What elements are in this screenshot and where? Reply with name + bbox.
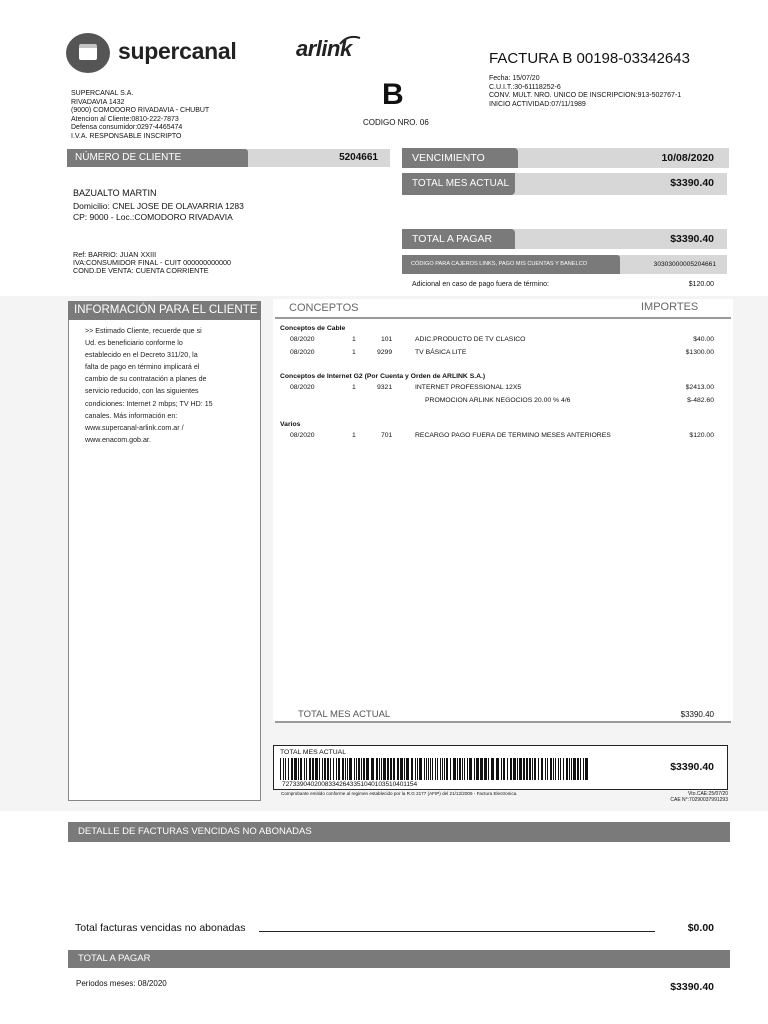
barcode-bar [437,758,438,780]
barcode-bar [404,758,405,780]
barcode-bar [464,758,465,780]
barcode-bar [580,758,581,780]
vencidas-header [68,822,730,842]
footer-total-pagar-label: TOTAL A PAGAR [78,953,151,964]
total-mes-label-text: TOTAL MES ACTUAL [412,178,510,189]
barcode-bar [569,758,570,780]
barcode-bar [563,758,564,780]
info-cliente-line: canales. Más información en: [85,411,178,420]
barcode-bar [571,758,572,780]
concept-group-title: Varios [280,421,301,428]
barcode-bar [288,758,289,780]
info-cliente-line: establecido en el Decreto 311/20, la [85,351,198,360]
adicional-label: Adicional en caso de pago fuera de término: [412,281,549,288]
conceptos-panel [273,299,733,721]
barcode-bar [547,758,548,780]
barcode-bar [426,758,427,780]
row-period: 08/2020 [290,336,315,343]
row-code: 9299 [377,349,393,356]
barcode-bar [371,758,374,780]
barcode-bar [383,758,386,780]
row-period: 08/2020 [290,384,315,391]
barcode-bar [363,758,365,780]
barcode-bar [566,758,568,780]
arlink-logo-text: arlink [296,36,352,61]
company-info [71,90,331,142]
barcode-bar [309,758,311,780]
invoice-title: FACTURA B 00198-03342643 [489,50,690,67]
table-row [0,432,768,441]
row-desc: TV BÁSICA LITE [415,349,467,356]
info-cliente-line: cambio de su contratación a planes de [85,375,207,384]
codigo-nro: CODIGO NRO. 06 [363,118,429,127]
barcode-bar [415,758,416,780]
barcode-number: 7273390402008334264335104010351040115​4 [282,781,418,788]
row-period: 08/2020 [290,349,315,356]
barcode-bar [417,758,418,780]
company-line: Defensa consumidor:0297-4465474 [71,124,183,132]
barcode-bar [419,758,422,780]
info-cliente-line: falta de pago en término implicará el [85,363,200,372]
concept-group-title: Conceptos de Internet G2 (Por Cuenta y Orden de ARLINK S.A.) [280,373,486,380]
barcode-bar [534,758,536,780]
client-ref-line: COND.DE VENTA: CUENTA CORRIENTE [73,266,209,276]
client-address [73,201,244,223]
barcode-total-value: $3390.40 [670,761,714,773]
barcode-bar [376,758,378,780]
table-row [0,349,768,358]
barcode-bar [480,758,483,780]
invoice-type-letter: B [382,78,404,111]
periodos-meses: Periodos meses: 08/2020 [76,979,167,988]
info-cliente-line: www.enacom.gob.ar. [85,435,151,444]
barcode-bar [397,758,399,780]
row-amount: $40.00 [693,336,714,343]
barcode-bar [432,758,433,780]
barcode-graphic [280,758,588,780]
total-mes-label [402,173,515,195]
conceptos-header: CONCEPTOS [289,302,359,314]
barcode-bar [324,758,326,780]
barcode-bar [319,758,320,780]
barcode-bar [507,758,508,780]
barcode-bar [428,758,429,780]
barcode [280,758,588,780]
barcode-bar [424,758,425,780]
barcode-bar [298,758,299,780]
barcode-bar [491,758,494,780]
conceptos-header-line [275,317,731,319]
barcode-bar [304,758,305,780]
barcode-bar [400,758,403,780]
vencidas-header-text: DETALLE DE FACTURAS VENCIDAS NO ABONADAS [78,826,312,837]
table-row [0,384,768,393]
barcode-bar [467,758,468,780]
invoice-info-line: INICIO ACTIVIDAD:07/11/1989 [489,100,586,108]
barcode-bar [503,758,505,780]
barcode-bar [583,758,584,780]
barcode-bar [517,758,518,780]
barcode-bar [513,758,516,780]
barcode-bar [541,758,543,780]
row-code: 101 [381,336,393,343]
barcode-bar [294,758,297,780]
barcode-bar [519,758,522,780]
barcode-bar [390,758,392,780]
info-cliente-line: Ud. es beneficiario conforme lo [85,339,183,348]
row-qty: 1 [352,432,356,439]
conceptos-total-line [275,721,731,723]
barcode-bar [366,758,369,780]
barcode-bar [280,758,281,780]
total-pagar-label-text: TOTAL A PAGAR [412,233,493,245]
barcode-bar [342,758,344,780]
vencidas-total-line [259,931,655,932]
codigo-cajeros-value: 30303000005204661 [653,261,716,268]
footer-total-pagar-bar [68,950,730,968]
client-address-line: Domicilio: CNEL JOSE DE OLAVARRIA 1283 [73,201,244,211]
barcode-bar [406,758,409,780]
row-amount: $1300.00 [685,349,714,356]
barcode-bar [440,758,441,780]
importes-header: IMPORTES [641,301,699,313]
barcode-bar [442,758,443,780]
row-qty: 1 [352,349,356,356]
barcode-bar [457,758,458,780]
barcode-bar [538,758,539,780]
info-cliente-line: www.supercanal-arlink.com.ar / [85,423,184,432]
barcode-bar [550,758,552,780]
vto-cae: Vto.CAE:25/07/20 [687,791,728,797]
barcode-bar [446,758,448,780]
info-cliente-line: >> Estimado Cliente, recuerde que si [85,327,202,335]
barcode-bar [387,758,389,780]
row-qty: 1 [352,384,356,391]
client-name: BAZUALTO MARTIN [73,188,157,198]
barcode-bar [532,758,533,780]
supercanal-logo [66,33,256,75]
supercanal-logo-icon [66,33,110,73]
company-line: (9000) COMODORO RIVADAVIA - CHUBUT [71,107,210,115]
total-pagar-value: $3390.40 [670,233,714,245]
barcode-bar [469,758,472,780]
total-pagar-label [402,229,515,249]
barcode-bar [523,758,525,780]
barcode-bar [354,758,355,780]
client-number-label-text: NÚMERO DE CLIENTE [75,152,182,163]
barcode-bar [336,758,337,780]
info-cliente-line: servicio reducido, con las siguientes [85,387,199,396]
invoice-info-line: CONV. MULT. NRO. UNICO DE INSCRIPCION:913-502767-1 [489,92,682,100]
invoice-info-line: Fecha: 15/07/20 [489,75,540,82]
vencimiento-label [402,148,518,168]
client-ref-line: IVA:CONSUMIDOR FINAL - CUIT 000000000000 [73,258,232,268]
barcode-bar [553,758,554,780]
barcode-bar [462,758,463,780]
conceptos-total-label: TOTAL MES ACTUAL [298,709,391,720]
barcode-bar [356,758,357,780]
barcode-bar [349,758,352,780]
barcode-bar [496,758,499,780]
vencidas-total-value: $0.00 [687,922,714,934]
barcode-bar [459,758,461,780]
arlink-swoosh-icon [338,34,362,46]
barcode-bar [573,758,576,780]
barcode-bar [327,758,329,780]
barcode-bar [529,758,531,780]
arlink-logo [296,36,376,66]
row-period: 08/2020 [290,432,315,439]
adicional-value: $120.00 [688,281,714,288]
barcode-bar [330,758,331,780]
info-cliente-header-text: INFORMACIÓN PARA EL CLIENTE [74,304,258,316]
barcode-bar [322,758,323,780]
barcode-legal: Comprobante emitido conforme al regimen establecido por la R.G 2177 (AFIP) del 21/12/2006 - Factura Electronica. [281,791,518,796]
barcode-bar [381,758,382,780]
company-line: SUPERCANAL S.A. [71,90,134,97]
codigo-cajeros-label [402,255,620,274]
invoice-info-line: C.U.I.T.:30-61118252-6 [489,83,561,91]
barcode-bar [510,758,512,780]
barcode-bar [312,758,314,780]
row-amount: $2413.00 [685,384,714,391]
company-line: I.V.A. RESPONSABLE INSCRIPTO [71,132,182,140]
barcode-bar [577,758,579,780]
barcode-bar [411,758,413,780]
info-cliente-header [68,301,261,320]
barcode-bar [488,758,489,780]
row-code: 701 [381,432,393,439]
info-cliente-line: condiciones: Internet 2 mbps; TV HD: 15 [85,399,213,408]
barcode-bar [338,758,340,780]
footer-total-value: $3390.40 [670,981,714,993]
barcode-bar [291,758,293,780]
table-row [0,397,768,406]
barcode-total-label: TOTAL MES ACTUAL [280,749,346,756]
concept-group-title: Conceptos de Cable [280,325,346,332]
barcode-bar [333,758,334,780]
row-desc: RECARGO PAGO FUERA DE TERMINO MESES ANTERIORES [415,432,611,439]
barcode-bar [585,758,588,780]
cae-number: CAE N°:70290037991293 [670,797,728,803]
barcode-bar [300,758,302,780]
client-ref-line: Ref: BARRIO: JUAN XXIII [73,250,157,259]
barcode-bar [444,758,445,780]
row-desc: PROMOCION ARLINK NEGOCIOS 20.00 % 4/6 [425,397,571,404]
codigo-cajeros-label-text: CÓDIGO PARA CAJEROS LINKS, PAGO MIS CUENTAS Y BANELCO [411,261,588,267]
vencidas-total-label: Total facturas vencidas no abonadas [75,922,246,934]
barcode-bar [474,758,475,780]
row-amount: $120.00 [689,432,714,439]
row-desc: ADIC.PRODUCTO DE TV CLASICO [415,336,526,343]
vencimiento-label-text: VENCIMIENTO [412,152,485,164]
company-line: Atencion al Cliente:0810-222-7873 [71,115,179,123]
client-ref [73,251,231,276]
barcode-bar [450,758,451,780]
client-number-value: 5204661 [339,152,378,163]
barcode-bar [435,758,436,780]
client-number-label [67,149,248,167]
company-line: RIVADAVIA 1432 [71,98,125,106]
barcode-bar [484,758,487,780]
row-amount: $-482.60 [687,397,714,404]
barcode-bar [358,758,360,780]
barcode-bar [476,758,479,780]
barcode-bar [347,758,348,780]
barcode-bar [545,758,546,780]
barcode-bar [379,758,380,780]
barcode-bar [555,758,556,780]
barcode-bar [501,758,502,780]
table-row [0,336,768,345]
barcode-bar [285,758,286,780]
row-qty: 1 [352,336,356,343]
row-desc: INTERNET PROFESSIONAL 12X5 [415,384,522,391]
barcode-bar [558,758,559,780]
client-address-line: CP: 9000 - Loc.:COMODORO RIVADAVIA [73,212,233,222]
invoice-info [489,75,759,109]
vencimiento-value: 10/08/2020 [661,152,714,164]
row-code: 9321 [377,384,393,391]
barcode-bar [430,758,431,780]
barcode-bar [345,758,346,780]
barcode-bar [283,758,284,780]
barcode-bar [361,758,362,780]
barcode-bar [526,758,528,780]
conceptos-total-value: $3390.40 [680,710,714,719]
barcode-bar [560,758,561,780]
barcode-bar [393,758,395,780]
barcode-bar [306,758,307,780]
supercanal-logo-text: supercanal [118,38,237,64]
barcode-bar [453,758,456,780]
barcode-bar [315,758,318,780]
total-mes-value: $3390.40 [670,177,714,189]
